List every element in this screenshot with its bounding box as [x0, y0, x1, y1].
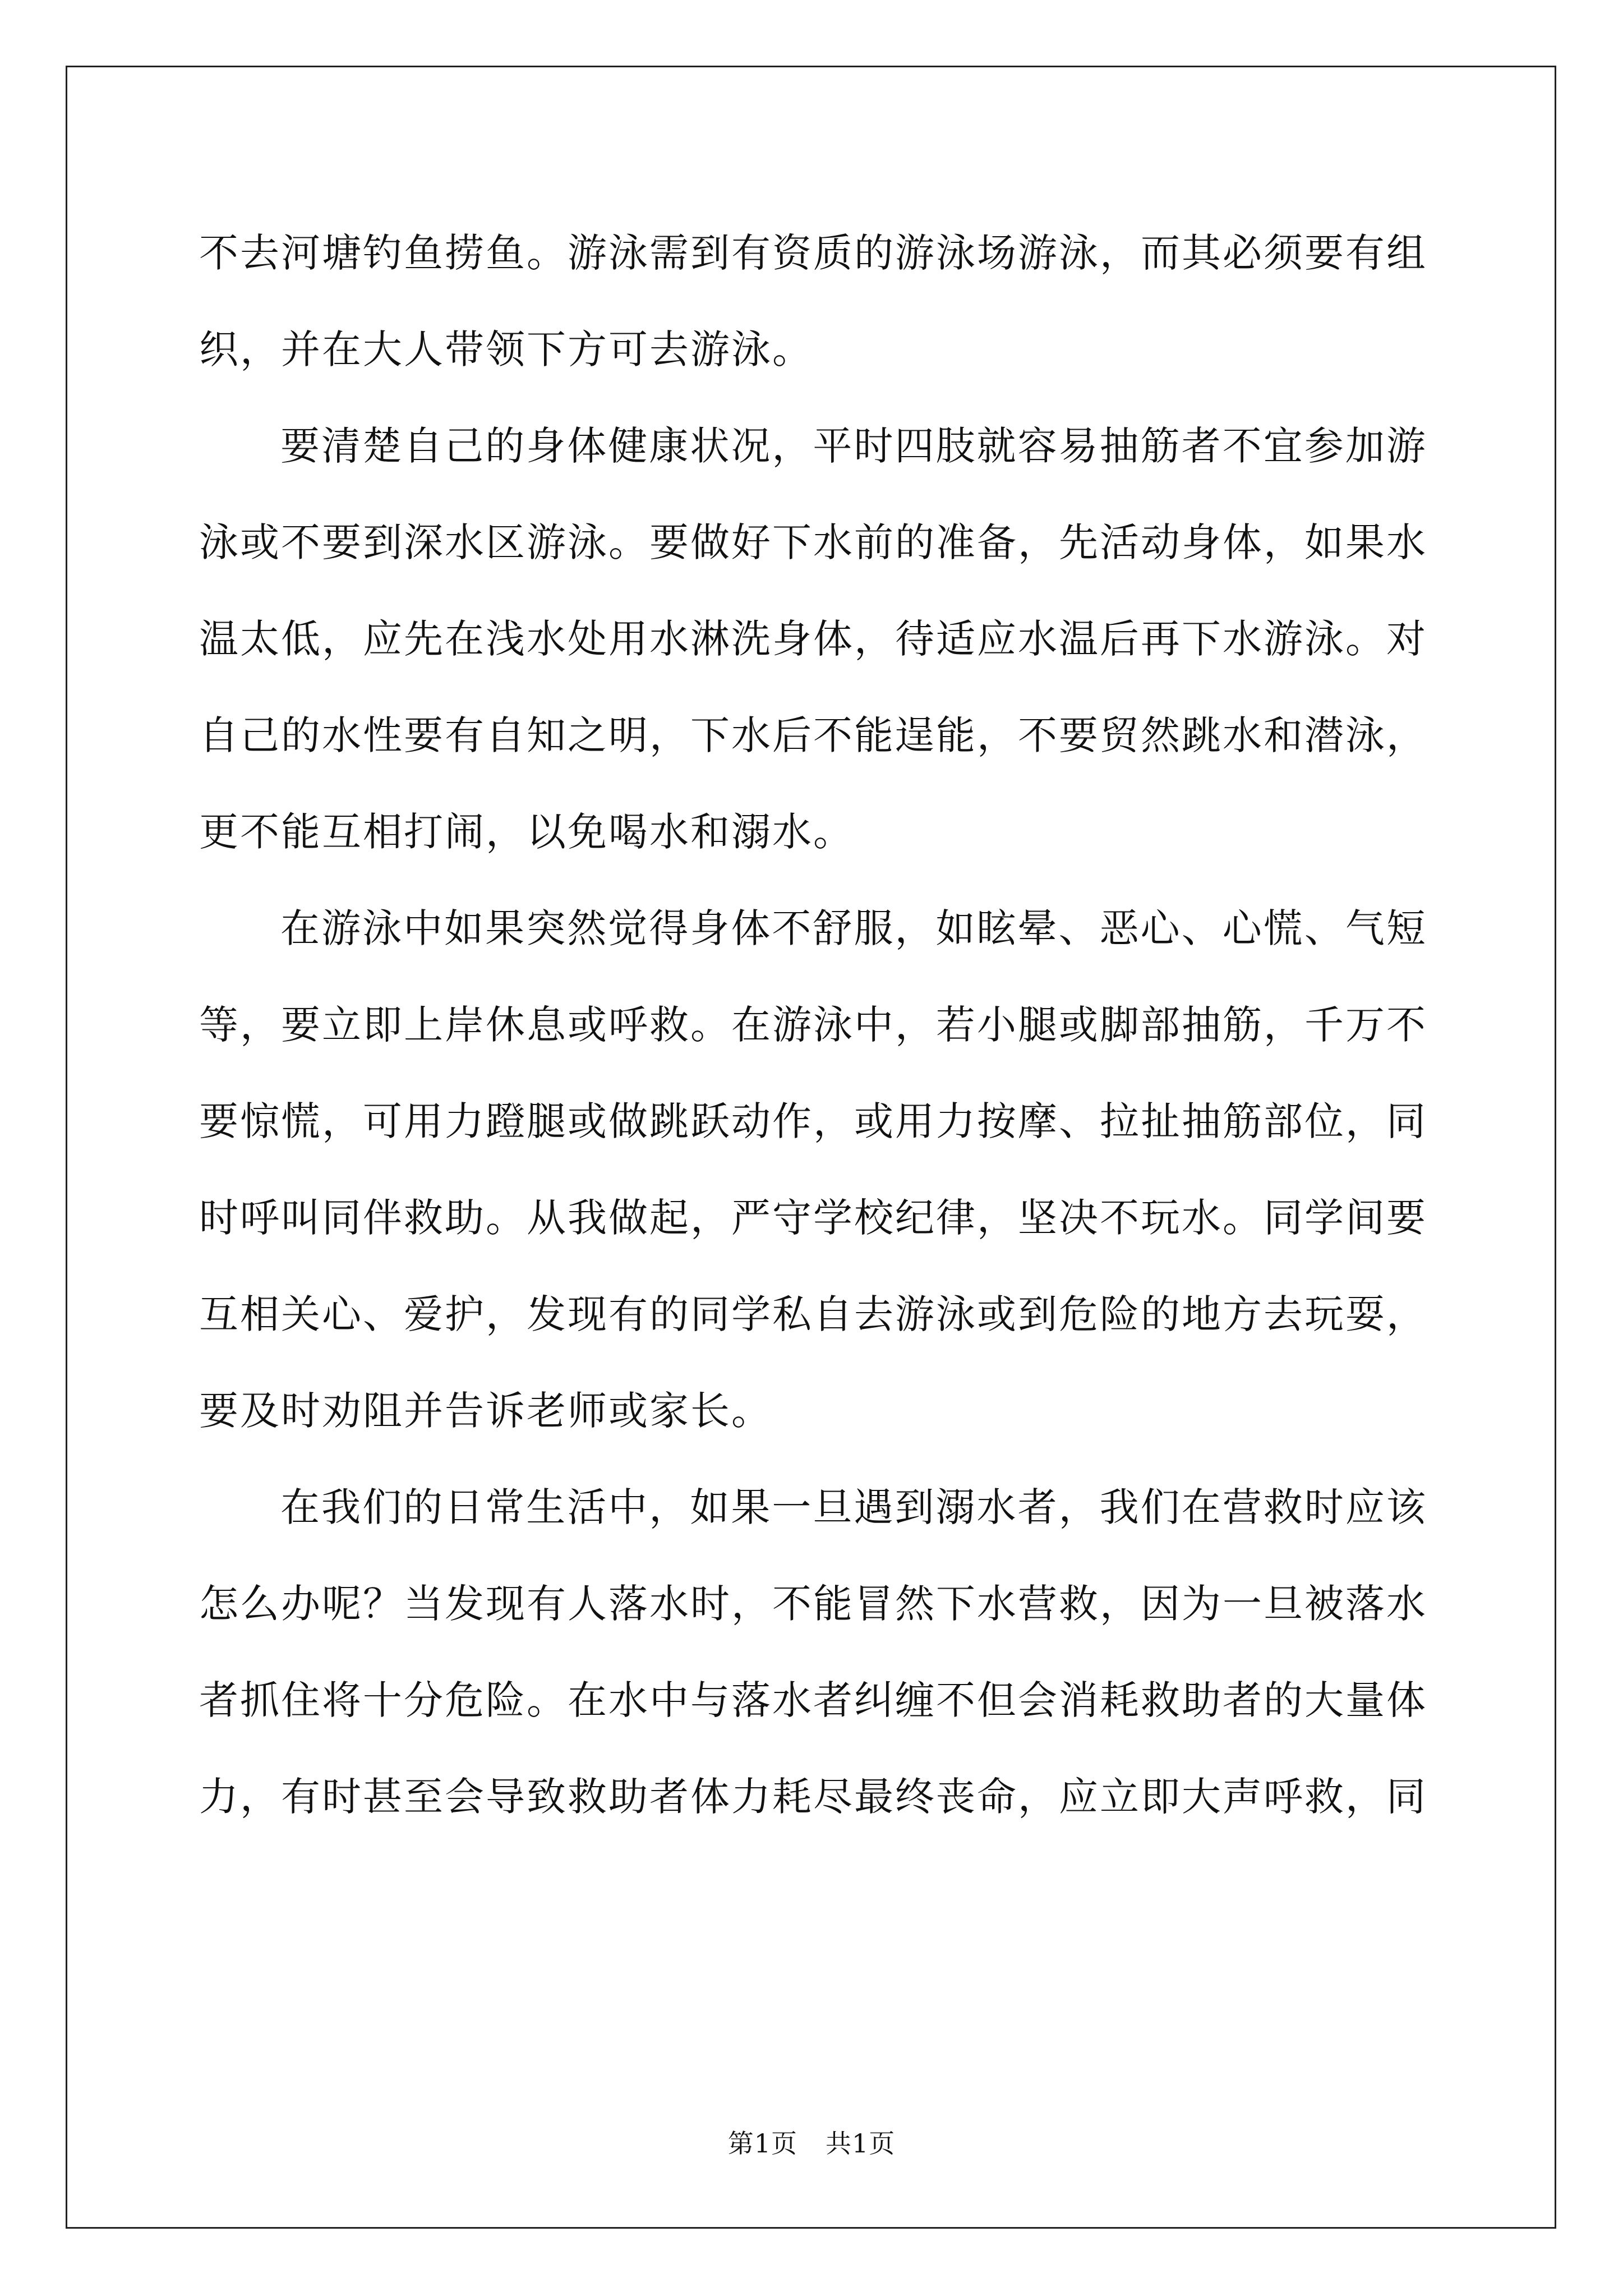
text-line: 时 呼 叫 同 伴 救 助 。 从 我 做 起 ， 严 守 学 校 纪 律 ， 坚 决 不 玩 水 。 同 学 间 要 — [199, 1195, 1427, 1241]
paragraph-first-line: 在 我 们 的 日 常 生 活 中 ， 如 果 一 旦 遇 到 溺 水 者 ， 我 们 在 营 救 时 应 该 — [280, 1484, 1427, 1530]
text-line: 更不能互相打闹，以免喝水和溺水。 — [199, 809, 854, 855]
text-line: 泳 或 不 要 到 深 水 区 游 泳 。 要 做 好 下 水 前 的 准 备 ， 先 活 动 身 体 ， 如 果 水 — [199, 519, 1427, 565]
page-total: 共1页 — [826, 2128, 896, 2159]
text-line: 怎 么 办 呢 ？ 当 发 现 有 人 落 水 时 ， 不 能 冒 然 下 水 营 救 ， 因 为 一 旦 被 落 水 — [199, 1581, 1427, 1627]
page-footer — [0, 2123, 1623, 2160]
text-line: 要及时劝阻并告诉老师或家长。 — [199, 1388, 772, 1434]
text-line: 等 ， 要 立 即 上 岸 休 息 或 呼 救 。 在 游 泳 中 ， 若 小 腿 或 脚 部 抽 筋 ， 千 万 不 — [199, 1002, 1427, 1048]
text-line: 力 ， 有 时 甚 至 会 导 致 救 助 者 体 力 耗 尽 最 终 丧 命 ， 应 立 即 大 声 呼 救 ， 同 — [199, 1774, 1427, 1820]
text-line: 织，并在大人带领下方可去游泳。 — [199, 326, 813, 372]
text-line: 温 太 低 ， 应 先 在 浅 水 处 用 水 淋 洗 身 体 ， 待 适 应 水 温 后 再 下 水 游 泳 。 对 — [199, 616, 1427, 662]
text-line: 互 相 关 心 、 爱 护 ， 发 现 有 的 同 学 私 自 去 游 泳 或 到 危 险 的 地 方 去 玩 耍 ， — [199, 1291, 1427, 1337]
document-body — [199, 205, 1427, 1845]
page-number: 第1页 — [727, 2128, 797, 2159]
text-line: 者 抓 住 将 十 分 危 险 。 在 水 中 与 落 水 者 纠 缠 不 但 会 消 耗 救 助 者 的 大 量 体 — [199, 1677, 1427, 1723]
text-line: 不 去 河 塘 钓 鱼 捞 鱼 。 游 泳 需 到 有 资 质 的 游 泳 场 游 泳 ， 而 其 必 须 要 有 组 — [199, 230, 1427, 276]
text-line: 要 惊 慌 ， 可 用 力 蹬 腿 或 做 跳 跃 动 作 ， 或 用 力 按 摩 、 拉 扯 抽 筋 部 位 ， 同 — [199, 1098, 1427, 1144]
paragraph-first-line: 在 游 泳 中 如 果 突 然 觉 得 身 体 不 舒 服 ， 如 眩 晕 、 恶 心 、 心 慌 、 气 短 — [280, 905, 1427, 951]
paragraph-first-line: 要 清 楚 自 己 的 身 体 健 康 状 况 ， 平 时 四 肢 就 容 易 抽 筋 者 不 宜 参 加 游 — [280, 423, 1427, 469]
text-line: 自 己 的 水 性 要 有 自 知 之 明 ， 下 水 后 不 能 逞 能 ， 不 要 贸 然 跳 水 和 潜 泳 ， — [199, 712, 1427, 758]
